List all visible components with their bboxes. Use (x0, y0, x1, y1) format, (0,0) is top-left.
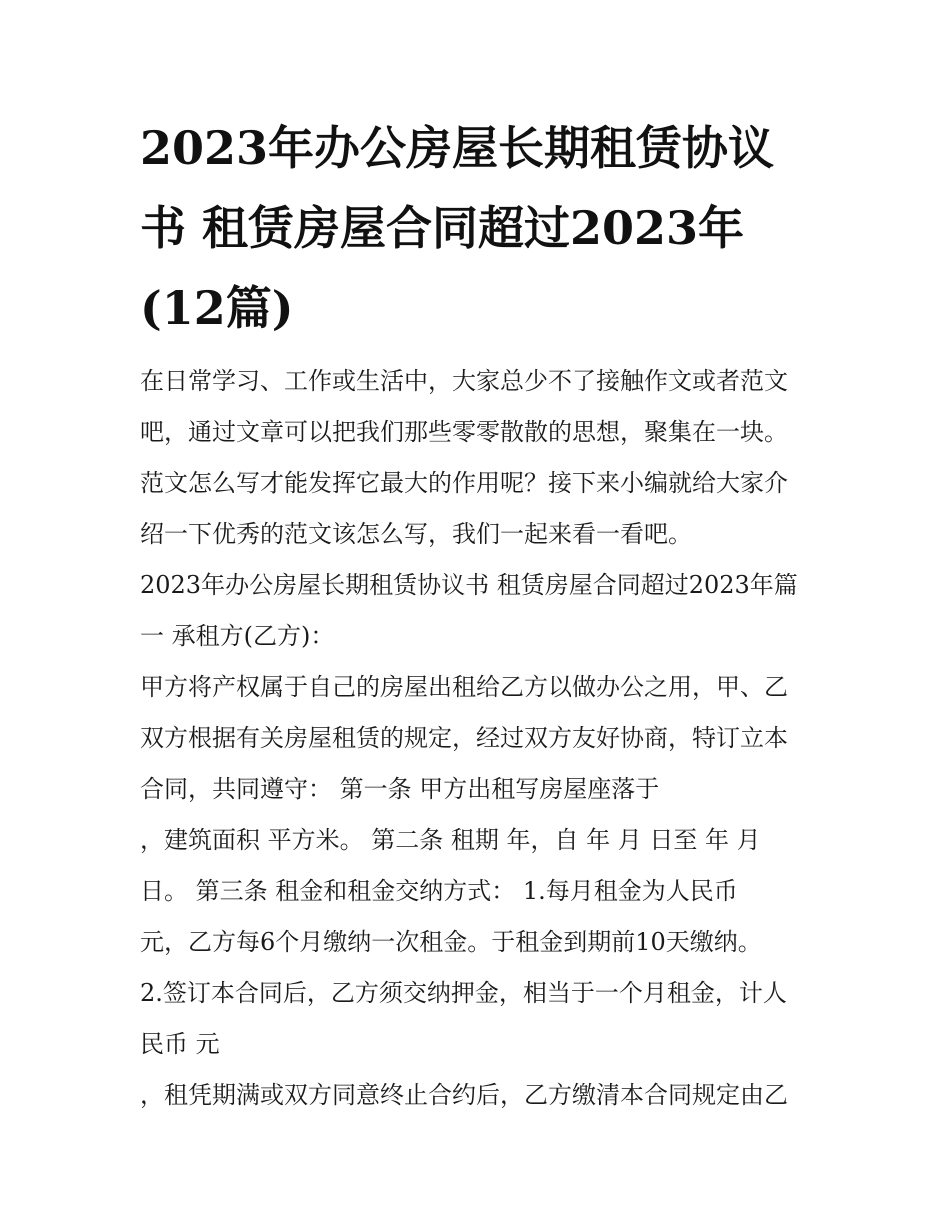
body-line: 甲方将产权属于自己的房屋出租给乙方以做办公之用，甲、乙 (140, 673, 788, 701)
body-line: 合同，共同遵守： 第一条 甲方出租写房屋座落于 (140, 775, 660, 803)
body-line: 2.签订本合同后，乙方须交纳押金，相当于一个月租金，计人 (140, 979, 787, 1007)
body-line: 元，乙方每6个月缴纳一次租金。于租金到期前10天缴纳。 (140, 928, 762, 956)
body-line: 双方根据有关房屋租赁的规定，经过双方友好协商，特订立本 (140, 724, 788, 752)
document-title (140, 108, 820, 348)
title-line: 书 租赁房屋合同超过2023年 (140, 201, 745, 255)
body-line: ，租凭期满或双方同意终止合约后，乙方缴清本合同规定由乙 (140, 1081, 788, 1109)
body-line: 绍一下优秀的范文该怎么写，我们一起来看一看吧。 (140, 520, 692, 548)
section-heading-line: 一 承租方(乙方)： (140, 622, 335, 650)
body-line: 日。 第三条 租金和租金交纳方式： 1.每月租金为人民币 (140, 877, 738, 905)
body-line: ，建筑面积 平方米。 第二条 租期 年，自 年 月 日至 年 月 (140, 826, 761, 854)
body-line: 吧，通过文章可以把我们那些零零散散的思想，聚集在一块。 (140, 418, 788, 446)
body-line: 在日常学习、工作或生活中，大家总少不了接触作文或者范文 (140, 367, 788, 395)
title-line: 2023年办公房屋长期租赁协议 (140, 121, 775, 175)
document-body (140, 356, 830, 1121)
body-line: 范文怎么写才能发挥它最大的作用呢？接下来小编就给大家介 (140, 469, 788, 497)
body-line: 民币 元 (140, 1030, 220, 1058)
section-heading-line: 2023年办公房屋长期租赁协议书 租赁房屋合同超过2023年篇 (140, 571, 798, 599)
title-line: (12篇) (140, 281, 294, 335)
